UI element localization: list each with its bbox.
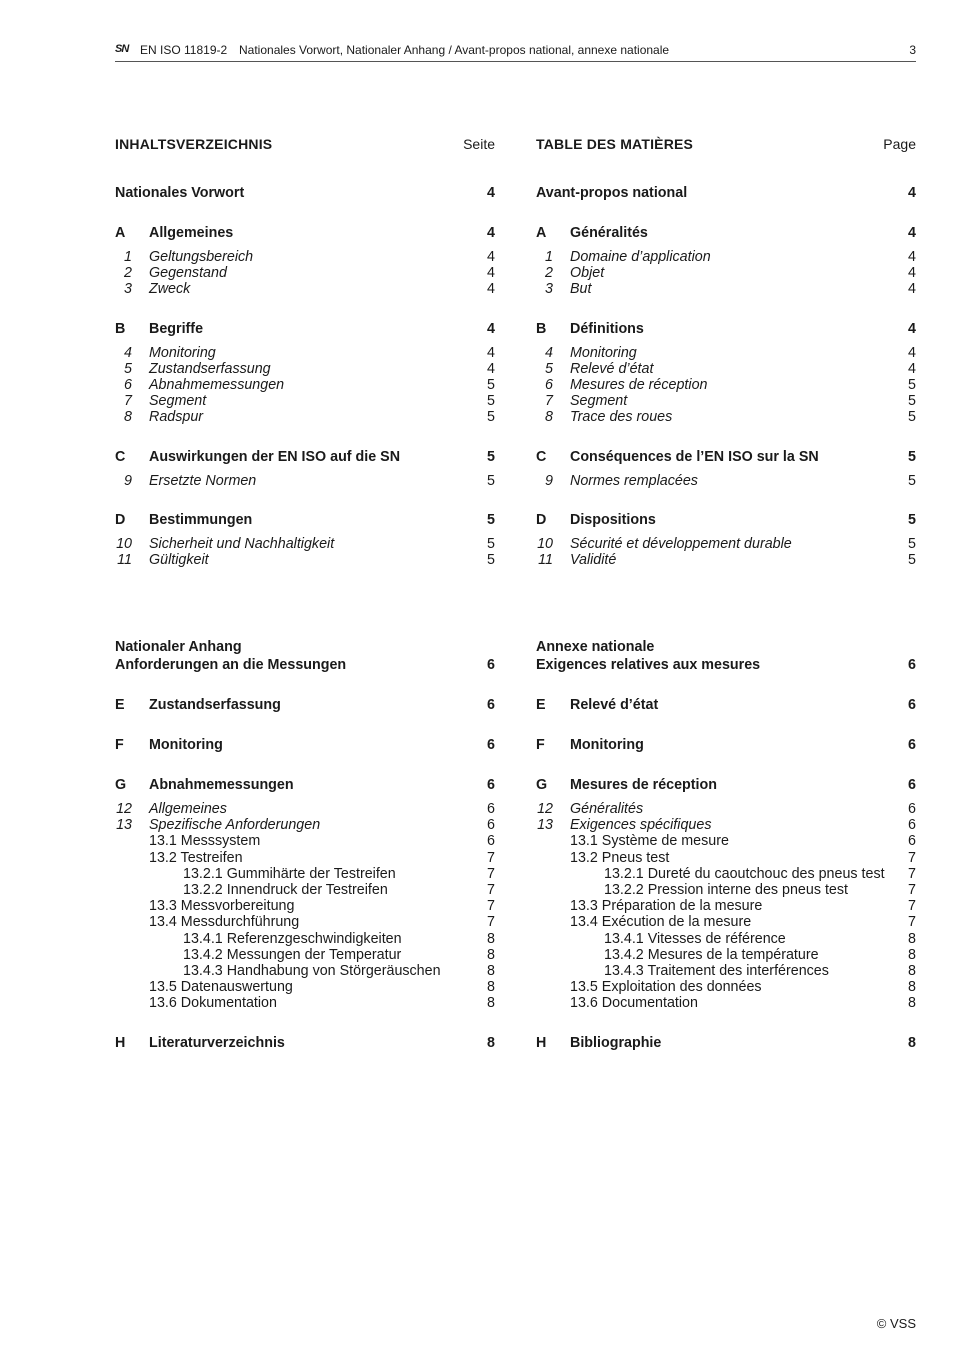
section-letter: F (536, 737, 545, 754)
section-letter: H (115, 1034, 126, 1051)
entry-page: 8 (908, 946, 916, 963)
entry-page: 6 (487, 737, 495, 754)
entry-label: 13.5 Exploitation des données (570, 979, 762, 996)
toc-entry[interactable] (115, 473, 495, 489)
section-letter: H (536, 1034, 547, 1051)
entry-page: 7 (908, 914, 916, 931)
entry-label: 13.4 Messdurchführung (149, 914, 300, 931)
entry-page: 6 (487, 833, 495, 850)
entry-label: 13.4.2 Messungen der Temperatur (183, 946, 402, 963)
toc-entry[interactable] (536, 898, 916, 914)
entry-label: 13.6 Documentation (570, 995, 698, 1012)
toc-entry[interactable] (115, 265, 495, 281)
entry-label: 13.2.2 Innendruck der Testreifen (183, 882, 388, 898)
section-letter: G (115, 777, 127, 794)
toc-entry[interactable] (115, 801, 495, 817)
entry-page: 4 (908, 225, 916, 241)
section-letter: C (115, 448, 126, 465)
entry-label: 13.2.2 Pression interne des pneus test (604, 882, 848, 898)
toc-section-a[interactable] (115, 224, 495, 242)
entry-label: Validité (570, 551, 617, 568)
toc-entry[interactable] (115, 393, 495, 409)
section-letter: F (115, 737, 124, 754)
entry-label: Sécurité et développement durable (570, 535, 792, 552)
toc-entry[interactable] (536, 536, 916, 552)
entry-label: Nationales Vorwort (115, 185, 245, 201)
section-letter: A (115, 225, 126, 241)
entry-label: Zustandserfassung (149, 360, 271, 377)
entry-page: 4 (908, 265, 916, 282)
entry-page: 8 (487, 962, 495, 979)
toc-annex-title[interactable] (536, 638, 916, 656)
toc-entry[interactable] (536, 963, 916, 979)
toc-entry[interactable] (536, 947, 916, 963)
entry-page: 6 (908, 777, 916, 794)
clause-number: 12 (537, 801, 553, 818)
toc-annex-subtitle[interactable] (536, 656, 916, 674)
entry-page: 4 (908, 360, 916, 377)
entry-label: Begriffe (149, 320, 204, 337)
toc-entry[interactable] (115, 963, 495, 979)
toc-section-d[interactable] (536, 511, 916, 529)
entry-label: Bestimmungen (149, 511, 253, 528)
toc-entry[interactable] (536, 249, 916, 265)
entry-page: 4 (487, 185, 495, 201)
entry-label: Monitoring (570, 737, 644, 754)
entry-page: 8 (908, 962, 916, 979)
entry-label: 13.4.3 Traitement des interférences (604, 962, 829, 979)
toc-section-f[interactable] (115, 736, 495, 754)
entry-page: 7 (908, 898, 916, 915)
toc-entry[interactable] (536, 473, 916, 489)
clause-number: 10 (537, 535, 553, 552)
section-letter: D (115, 511, 126, 528)
annex-label: Nationaler Anhang (115, 639, 242, 656)
clause-number: 9 (545, 472, 553, 489)
entry-page: 6 (908, 737, 916, 754)
entry-page: 5 (487, 409, 495, 426)
entry-label: 13.4 Exécution de la mesure (570, 914, 752, 931)
toc-entry[interactable] (536, 817, 916, 833)
entry-label: 13.6 Dokumentation (149, 995, 277, 1012)
entry-label: Avant-propos national (536, 185, 688, 201)
entry-label: Gültigkeit (149, 551, 209, 568)
toc-title: INHALTSVERZEICHNIS (115, 136, 273, 152)
toc-entry[interactable] (536, 409, 916, 425)
entry-page: 5 (487, 376, 495, 393)
toc-section-g[interactable] (536, 776, 916, 794)
toc-section-a[interactable] (536, 224, 916, 242)
entry-label: 13.2 Pneus test (570, 849, 670, 866)
toc-section-g[interactable] (115, 776, 495, 794)
toc-entry[interactable] (115, 898, 495, 914)
entry-page: 7 (487, 914, 495, 931)
entry-label: Monitoring (570, 344, 637, 361)
section-letter: D (536, 511, 547, 528)
entry-label: Généralités (570, 801, 644, 818)
entry-label: Domaine d’application (570, 249, 711, 265)
entry-page: 8 (487, 995, 495, 1012)
clause-number: 13 (537, 817, 553, 834)
section-letter: A (536, 225, 547, 241)
toc-entry[interactable] (115, 361, 495, 377)
entry-page: 8 (908, 995, 916, 1012)
entry-label: 13.4.1 Vitesses de référence (604, 930, 786, 947)
clause-number: 6 (124, 376, 132, 393)
entry-page: 5 (908, 409, 916, 426)
toc-entry[interactable] (536, 377, 916, 393)
toc-entry[interactable] (115, 281, 495, 297)
entry-label: Monitoring (149, 737, 223, 754)
entry-label: Mesures de réception (570, 777, 717, 794)
clause-number: 1 (545, 249, 553, 265)
toc-section-h[interactable] (536, 1034, 916, 1052)
entry-page: 5 (487, 511, 495, 528)
entry-label: Allgemeines (149, 225, 234, 241)
toc-entry[interactable] (115, 931, 495, 947)
entry-page: 8 (487, 946, 495, 963)
clause-number: 8 (545, 409, 553, 426)
entry-page: 6 (487, 657, 495, 674)
entry-label: Zustandserfassung (149, 697, 281, 714)
entry-label: Ersetzte Normen (149, 472, 257, 489)
entry-page: 4 (908, 249, 916, 265)
toc-entry[interactable] (115, 979, 495, 995)
toc-section-e[interactable] (115, 696, 495, 714)
entry-label: 13.4.1 Referenzgeschwindigkeiten (183, 930, 402, 947)
clause-number: 8 (124, 409, 132, 426)
toc-section-c[interactable] (115, 448, 495, 466)
sn-logo: SN (115, 43, 129, 55)
entry-label: Relevé d’état (570, 697, 659, 714)
entry-label: Abnahmemessungen (149, 777, 294, 794)
section-letter: G (536, 777, 548, 794)
clause-number: 9 (124, 472, 132, 489)
entry-page: 4 (487, 265, 495, 282)
entry-page: 7 (487, 865, 495, 882)
section-letter: B (115, 320, 126, 337)
entry-label: Dispositions (570, 511, 656, 528)
toc-entry[interactable] (115, 409, 495, 425)
toc-section-e[interactable] (536, 696, 916, 714)
entry-page: 5 (908, 448, 916, 465)
entry-page: 5 (487, 393, 495, 410)
entry-page: 6 (487, 777, 495, 794)
entry-label: Bibliographie (570, 1034, 662, 1051)
entry-label: Trace des roues (570, 409, 673, 426)
entry-label: Objet (570, 265, 605, 282)
entry-label: 13.4.3 Handhabung von Störgeräuschen (183, 962, 441, 979)
entry-label: Relevé d’état (570, 360, 654, 377)
page-number: 3 (909, 43, 916, 57)
toc-entry[interactable] (115, 850, 495, 866)
toc-section-d[interactable] (115, 511, 495, 529)
entry-label: Gegenstand (149, 265, 227, 282)
clause-number: 12 (116, 801, 132, 818)
entry-page: 5 (908, 551, 916, 568)
clause-number: 11 (117, 551, 132, 568)
toc-entry-foreword[interactable] (536, 184, 916, 202)
entry-label: Literaturverzeichnis (149, 1034, 285, 1051)
toc-entry[interactable] (115, 536, 495, 552)
clause-number: 10 (116, 535, 132, 552)
entry-label: 13.4.2 Mesures de la température (604, 946, 819, 963)
toc-section-b[interactable] (115, 320, 495, 338)
clause-number: 7 (545, 393, 553, 410)
entry-page: 8 (487, 979, 495, 996)
toc-annex-title[interactable] (115, 638, 495, 656)
toc-heading (536, 134, 916, 154)
entry-page: 8 (908, 979, 916, 996)
entry-page: 5 (908, 535, 916, 552)
toc-entry[interactable] (115, 833, 495, 849)
entry-label: Mesures de réception (570, 376, 708, 393)
section-letter: E (536, 697, 546, 714)
entry-label: 13.3 Préparation de la mesure (570, 898, 763, 915)
toc-entry[interactable] (115, 817, 495, 833)
clause-number: 1 (124, 249, 132, 265)
toc-entry[interactable] (115, 947, 495, 963)
entry-page: 6 (908, 801, 916, 818)
toc-entry[interactable] (536, 393, 916, 409)
entry-page: 6 (908, 657, 916, 674)
entry-page: 5 (908, 511, 916, 528)
clause-number: 3 (545, 281, 553, 298)
entry-page: 5 (487, 535, 495, 552)
entry-page: 6 (908, 817, 916, 834)
entry-label: Segment (570, 393, 628, 410)
entry-page: 6 (487, 817, 495, 834)
toc-title: TABLE DES MATIÈRES (536, 136, 694, 152)
toc-entry[interactable] (536, 281, 916, 297)
entry-label: Zweck (149, 281, 191, 298)
entry-page: 4 (487, 320, 495, 337)
clause-number: 11 (538, 551, 553, 568)
toc-entry[interactable] (115, 995, 495, 1011)
toc-entry[interactable] (115, 249, 495, 265)
entry-label: Sicherheit und Nachhaltigkeit (149, 535, 335, 552)
clause-number: 4 (124, 344, 132, 361)
clause-number: 6 (545, 376, 553, 393)
entry-label: But (570, 281, 592, 298)
toc-section-c[interactable] (536, 448, 916, 466)
entry-page: 4 (487, 249, 495, 265)
entry-page: 7 (487, 849, 495, 866)
toc-entry[interactable] (536, 995, 916, 1011)
entry-page: 5 (908, 472, 916, 489)
entry-page: 6 (908, 697, 916, 714)
entry-page: 7 (487, 898, 495, 915)
header-title: Nationales Vorwort, Nationaler Anhang / Avant-propos national, annexe nationale (239, 43, 670, 57)
entry-page: 6 (487, 697, 495, 714)
page-column-label: Seite (463, 136, 495, 152)
section-letter: B (536, 320, 547, 337)
entry-page: 5 (487, 472, 495, 489)
toc-entry[interactable] (115, 882, 495, 898)
toc-entry[interactable] (536, 552, 916, 568)
entry-page: 7 (908, 849, 916, 866)
entry-label: Normes remplacées (570, 472, 698, 489)
toc-entry[interactable] (115, 914, 495, 930)
standard-number: EN ISO 11819-2 (140, 43, 228, 57)
entry-page: 4 (908, 281, 916, 298)
toc-entry[interactable] (536, 914, 916, 930)
section-letter: E (115, 697, 125, 714)
toc-entry[interactable] (536, 265, 916, 281)
toc-entry[interactable] (115, 345, 495, 361)
toc-entry[interactable] (536, 979, 916, 995)
entry-label: Radspur (149, 409, 204, 426)
entry-label: Monitoring (149, 344, 216, 361)
entry-page: 5 (908, 376, 916, 393)
page-header (115, 43, 916, 62)
entry-label: 13.1 Système de mesure (570, 833, 729, 850)
entry-page: 7 (487, 882, 495, 898)
clause-number: 5 (545, 360, 553, 377)
entry-label: 13.5 Datenauswertung (149, 979, 293, 996)
entry-label: 13.2 Testreifen (149, 849, 243, 866)
entry-page: 5 (908, 393, 916, 410)
entry-label: 13.2.1 Dureté du caoutchouc des pneus test (604, 865, 885, 882)
entry-label: Spezifische Anforderungen (149, 817, 321, 834)
entry-label: Généralités (570, 225, 648, 241)
clause-number: 4 (545, 344, 553, 361)
toc-entry[interactable] (115, 552, 495, 568)
entry-page: 4 (487, 360, 495, 377)
toc-column-german (115, 134, 495, 1052)
entry-page: 5 (487, 448, 495, 465)
entry-label: Geltungsbereich (149, 249, 254, 265)
entry-label: Segment (149, 393, 207, 410)
clause-number: 7 (124, 393, 132, 410)
entry-label: Allgemeines (149, 801, 227, 818)
entry-label: 13.1 Messsystem (149, 833, 261, 850)
toc-entry[interactable] (536, 931, 916, 947)
footer-copyright: © VSS (876, 1316, 916, 1331)
annex-sublabel: Exigences relatives aux mesures (536, 657, 761, 674)
entry-page: 4 (908, 320, 916, 337)
section-letter: C (536, 448, 547, 465)
toc-entry[interactable] (115, 377, 495, 393)
clause-number: 5 (124, 360, 132, 377)
clause-number: 2 (545, 265, 553, 282)
toc-annex-subtitle[interactable] (115, 656, 495, 674)
toc-section-b[interactable] (536, 320, 916, 338)
clause-number: 2 (124, 265, 132, 282)
entry-page: 7 (908, 865, 916, 882)
toc-column-french (536, 134, 916, 1052)
entry-page: 8 (487, 1034, 495, 1051)
entry-page: 4 (487, 281, 495, 298)
entry-label: Définitions (570, 320, 644, 337)
entry-label: 13.2.1 Gummihärte der Testreifen (183, 865, 396, 882)
page-column-label: Page (883, 136, 916, 152)
entry-page: 4 (908, 185, 916, 201)
toc-entry[interactable] (536, 850, 916, 866)
toc-heading (115, 134, 495, 154)
entry-page: 7 (908, 882, 916, 898)
toc-entry[interactable] (536, 866, 916, 882)
toc-entry[interactable] (536, 345, 916, 361)
entry-page: 8 (908, 1034, 916, 1051)
clause-number: 3 (124, 281, 132, 298)
entry-page: 6 (908, 833, 916, 850)
entry-page: 8 (908, 930, 916, 947)
toc-entry[interactable] (115, 866, 495, 882)
entry-page: 6 (487, 801, 495, 818)
annex-label: Annexe nationale (536, 639, 655, 656)
toc-entry[interactable] (536, 361, 916, 377)
toc-entry[interactable] (536, 801, 916, 817)
toc-section-h[interactable] (115, 1034, 495, 1052)
annex-sublabel: Anforderungen an die Messungen (115, 657, 347, 674)
entry-page: 5 (487, 551, 495, 568)
entry-label: Exigences spécifiques (570, 817, 712, 834)
toc-section-f[interactable] (536, 736, 916, 754)
entry-page: 4 (487, 344, 495, 361)
entry-label: Auswirkungen der EN ISO auf die SN (149, 448, 401, 465)
entry-page: 8 (487, 930, 495, 947)
entry-label: 13.3 Messvorbereitung (149, 898, 295, 915)
toc-entry[interactable] (536, 833, 916, 849)
clause-number: 13 (116, 817, 132, 834)
toc-entry-foreword[interactable] (115, 184, 495, 202)
toc-entry[interactable] (536, 882, 916, 898)
entry-label: Conséquences de l’EN ISO sur la SN (570, 448, 819, 465)
entry-page: 4 (908, 344, 916, 361)
entry-label: Abnahmemessungen (149, 376, 285, 393)
entry-page: 4 (487, 225, 495, 241)
